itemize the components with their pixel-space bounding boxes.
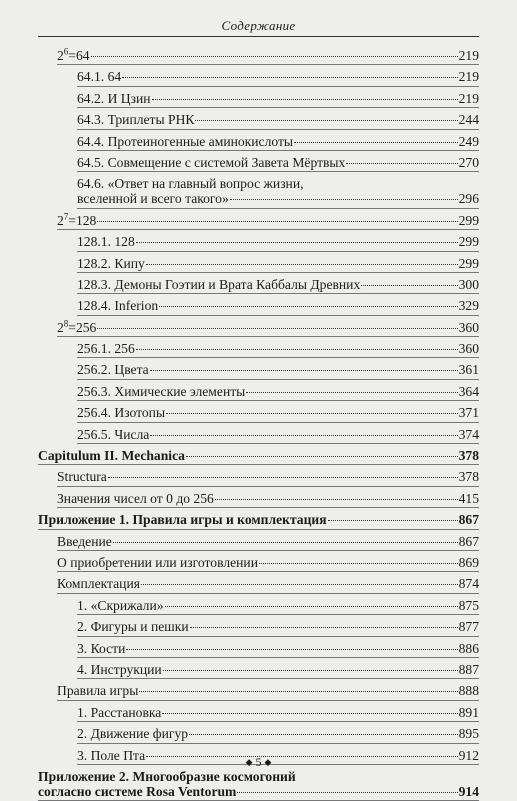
toc-entry-page: 891 — [458, 704, 479, 720]
toc-entry-page: 299 — [458, 234, 479, 250]
header-rule — [38, 36, 479, 37]
toc-entry[interactable] — [77, 615, 479, 636]
leader-dots — [195, 120, 457, 121]
toc-entry[interactable] — [57, 572, 479, 593]
leader-dots — [328, 520, 458, 521]
toc-entry-page: 867 — [458, 533, 479, 549]
toc-entry-page: 299 — [458, 255, 479, 271]
leader-dots — [136, 349, 458, 350]
leader-dots — [166, 413, 458, 414]
toc-entry-title: 256.3. Химические элементы — [77, 383, 246, 399]
leader-dots — [91, 56, 458, 57]
toc-entry-title: 64.1. 64 — [77, 69, 122, 85]
toc-entry-title: Введение — [57, 533, 112, 549]
leader-dots — [146, 264, 458, 265]
toc-entry-title: 2. Движение фигур — [77, 726, 189, 742]
leader-dots — [215, 499, 458, 500]
toc-entry-page: 886 — [458, 640, 479, 656]
leader-dots — [189, 734, 458, 735]
leader-dots — [190, 627, 458, 628]
toc-entry[interactable] — [77, 108, 479, 129]
leader-dots — [165, 606, 458, 607]
toc-entry-page: 378 — [458, 469, 479, 485]
toc-entry-title: 256.2. Цвета — [77, 362, 149, 378]
toc-entry-page: 300 — [458, 276, 479, 292]
toc-entry[interactable] — [38, 508, 479, 529]
toc-entry[interactable] — [57, 679, 479, 700]
leader-dots — [150, 370, 458, 371]
toc-entry-title: 64.3. Триплеты РНК — [77, 112, 195, 128]
toc-entry-page: 888 — [458, 683, 479, 699]
leader-dots — [126, 649, 457, 650]
leader-dots — [150, 435, 457, 436]
toc-entry-title: Приложение 1. Правила игры и комплектация — [38, 512, 327, 528]
leader-dots — [163, 670, 458, 671]
toc-entry[interactable] — [77, 701, 479, 722]
toc-entry[interactable] — [57, 487, 479, 508]
toc-entry[interactable] — [38, 444, 479, 465]
toc-entry-title: Structura — [57, 469, 107, 485]
toc-entry-page: 244 — [458, 112, 479, 128]
leader-dots — [152, 99, 458, 100]
toc-entry-title: Capitulum II. Mechanica — [38, 448, 185, 464]
toc-entry[interactable] — [57, 465, 479, 486]
leader-dots — [237, 792, 457, 793]
toc-entry-page: 249 — [458, 133, 479, 149]
toc-entry-title: 64.5. Совмещение с системой Завета Мёртвых — [77, 154, 346, 170]
toc-entry-page: 219 — [458, 90, 479, 106]
toc-entry-title: $2^8=256$ — [57, 318, 97, 335]
toc-entry-title: Значения чисел от 0 до 256 — [57, 490, 214, 506]
toc-entry-page: 371 — [458, 405, 479, 421]
toc-entry-title: $2^6=64$ — [57, 46, 90, 63]
toc-entry[interactable] — [77, 401, 479, 422]
toc-entry[interactable] — [77, 252, 479, 273]
toc-entry-page: 867 — [458, 512, 479, 528]
toc-entry-title: Правила игры — [57, 683, 139, 699]
toc-entry[interactable] — [38, 765, 479, 801]
toc-entry-title: 3. Поле Пта — [77, 747, 146, 763]
leader-dots — [97, 221, 457, 222]
leader-dots — [346, 163, 457, 164]
toc-entry-title: 4. Инструкции — [77, 661, 162, 677]
toc-entry-page: 364 — [458, 383, 479, 399]
page-number: 5 — [255, 755, 262, 769]
toc-entry-page: 877 — [458, 619, 479, 635]
toc-entry-title: 1. «Скрижали» — [77, 597, 164, 613]
toc-entry[interactable] — [77, 358, 479, 379]
leader-dots — [108, 477, 458, 478]
toc-entry-page: 219 — [458, 69, 479, 85]
toc-entry[interactable] — [77, 151, 479, 172]
leader-dots — [113, 542, 458, 543]
toc-entry-title: 64.4. Протеиногенные аминокислоты — [77, 133, 294, 149]
toc-entry-page: 360 — [458, 319, 479, 335]
toc-entry-page: 874 — [458, 576, 479, 592]
toc-entry[interactable] — [57, 316, 479, 337]
leader-dots — [97, 328, 457, 329]
toc-entry-page: 912 — [458, 747, 479, 763]
toc-entry-page: 296 — [458, 191, 479, 207]
toc-entry-title: Комплектация — [57, 576, 140, 592]
leader-dots — [141, 584, 458, 585]
toc-entry-page: 270 — [458, 154, 479, 170]
toc-entry[interactable] — [77, 337, 479, 358]
toc-entry-title: вселенной и всего такого» — [77, 191, 229, 207]
toc-entry-title: 2. Фигуры и пешки — [77, 619, 189, 635]
leader-dots — [230, 199, 458, 200]
toc-entry-title: 128.2. Кипу — [77, 255, 145, 271]
toc-entry[interactable] — [77, 230, 479, 251]
leader-dots — [259, 563, 458, 564]
toc-entry-title-line: 64.6. «Ответ на главный вопрос жизни, — [77, 176, 304, 192]
page-header: Содержание — [221, 18, 296, 33]
toc-entry-page: 378 — [458, 448, 479, 464]
toc-entry[interactable] — [77, 130, 479, 151]
toc-entry-page: 329 — [458, 298, 479, 314]
leader-dots — [361, 285, 457, 286]
toc-entry-title: 256.4. Изотопы — [77, 405, 166, 421]
toc-entry[interactable] — [57, 209, 479, 230]
toc-entry[interactable] — [57, 551, 479, 572]
toc-entry-title: 64.2. И Цзин — [77, 90, 151, 106]
toc-entry-title: 256.1. 256 — [77, 341, 135, 357]
toc-entry[interactable] — [77, 658, 479, 679]
toc-entry-title-line: Приложение 2. Многообразие космогоний — [38, 768, 296, 784]
toc-entry-page: 895 — [458, 726, 479, 742]
toc-entry-title: 3. Кости — [77, 640, 126, 656]
toc-entry-title: 128.3. Демоны Гоэтии и Врата Каббалы Древних — [77, 276, 361, 292]
page-footer — [0, 755, 517, 770]
toc-entry-page: 360 — [458, 341, 479, 357]
toc-entry-title: 256.5. Числа — [77, 426, 150, 442]
toc-entry-title: 128.1. 128 — [77, 234, 135, 250]
ornament-right-icon: ◆ — [264, 757, 272, 767]
leader-dots — [139, 691, 457, 692]
toc-entry[interactable] — [57, 530, 479, 551]
leader-dots — [294, 142, 458, 143]
toc-entry[interactable] — [77, 172, 479, 208]
toc-entry-page: 914 — [458, 783, 479, 799]
toc-entry-page: 415 — [458, 490, 479, 506]
toc-entry-page: 299 — [458, 212, 479, 228]
toc-entry-page: 875 — [458, 597, 479, 613]
toc-entry-page: 219 — [458, 48, 479, 63]
toc-entry[interactable] — [77, 380, 479, 401]
toc-entry-page: 374 — [458, 426, 479, 442]
leader-dots — [122, 77, 457, 78]
leader-dots — [186, 456, 458, 457]
toc-entry[interactable] — [77, 423, 479, 444]
toc-entry-title: 1. Расстановка — [77, 704, 162, 720]
leader-dots — [159, 306, 457, 307]
toc-entry[interactable] — [77, 594, 479, 615]
toc-entry[interactable] — [77, 87, 479, 108]
toc-entry-title: согласно системе Rosa Ventorum — [38, 783, 237, 799]
toc-entry-page: 887 — [458, 661, 479, 677]
ornament-left-icon: ◆ — [245, 757, 253, 767]
toc-entry[interactable] — [77, 637, 479, 658]
leader-dots — [162, 713, 457, 714]
toc-entry[interactable] — [57, 44, 479, 65]
toc-entry[interactable] — [77, 65, 479, 86]
table-of-contents — [0, 44, 517, 801]
toc-entry[interactable] — [77, 294, 479, 315]
toc-entry-page: 869 — [458, 554, 479, 570]
toc-entry[interactable] — [77, 722, 479, 743]
toc-entry-title: О приобретении или изготовлении — [57, 554, 258, 570]
leader-dots — [136, 242, 458, 243]
toc-entry-page: 361 — [458, 362, 479, 378]
toc-entry-title: $2^7=128$ — [57, 211, 97, 228]
leader-dots — [246, 392, 457, 393]
toc-entry-title: 128.4. Inferion — [77, 298, 159, 314]
toc-entry[interactable] — [77, 273, 479, 294]
